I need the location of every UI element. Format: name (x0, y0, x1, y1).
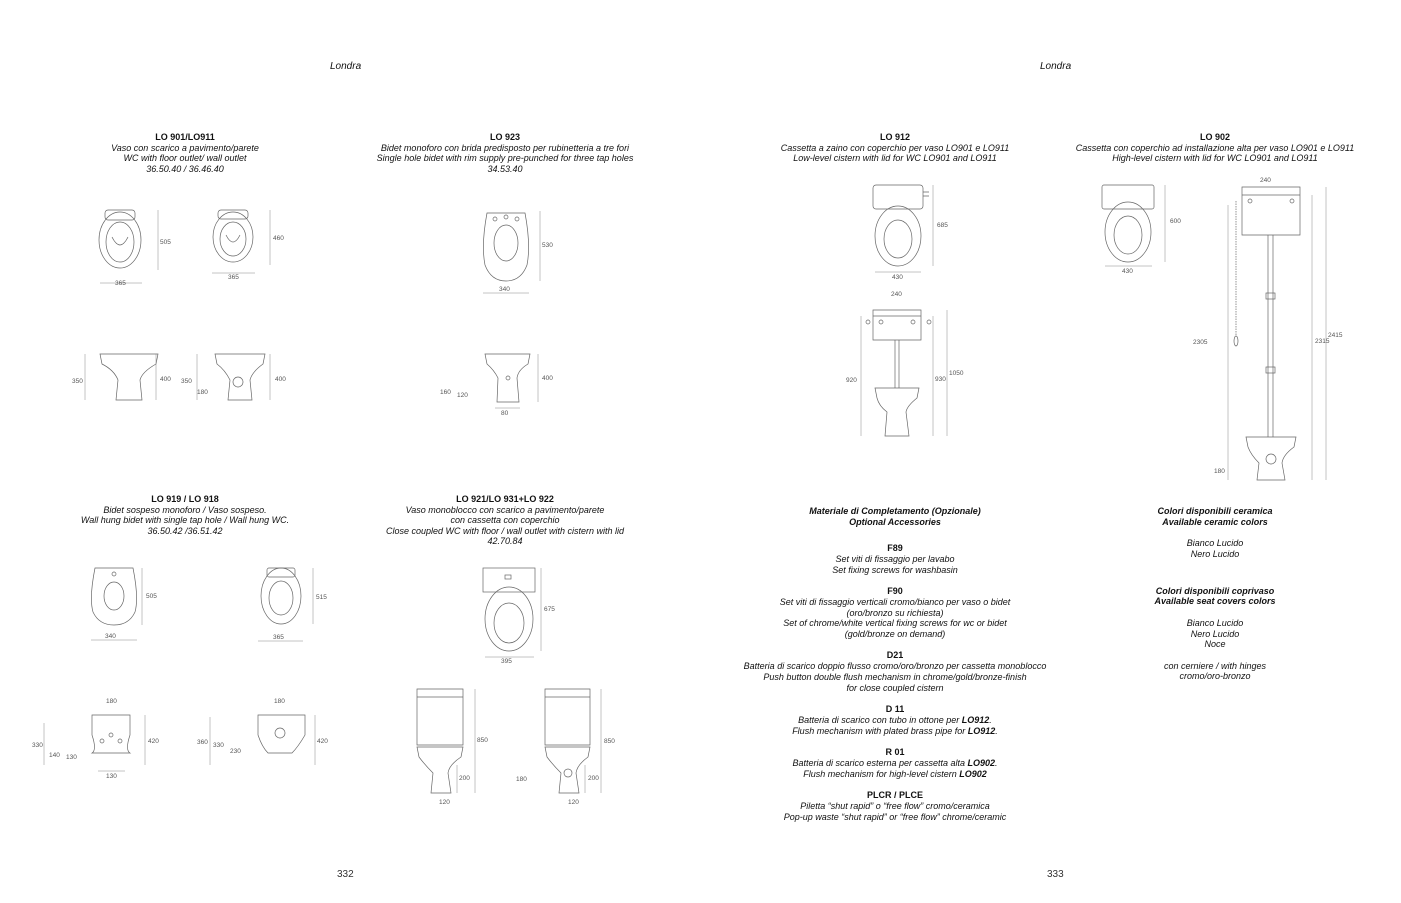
dim-label: 130 (106, 773, 117, 780)
ceramic-color-item: Bianco Lucido (1186, 538, 1244, 549)
product-lo919 (55, 494, 315, 536)
ceramic-colors-title-en: Available ceramic colors (1162, 516, 1268, 527)
dim-label: 2305 (1193, 339, 1208, 346)
product-lo902 (1060, 132, 1370, 164)
accessory-desc: Set viti di fissaggio verticali cromo/bianco per vaso o bidet (779, 596, 1011, 607)
series-title-right: Londra (1040, 61, 1072, 72)
lo919-top-view-a (91, 568, 157, 640)
ceramic-color-item: Nero Lucido (1190, 548, 1240, 559)
lo919-side-drawings (30, 695, 340, 785)
dim-label: 360 (197, 739, 208, 746)
dim-label: 120 (568, 799, 579, 806)
lo902-top-view (1097, 182, 1192, 282)
lo912-side-view (843, 288, 968, 443)
dim-label: 180 (1214, 468, 1225, 475)
dim-label: 120 (457, 392, 468, 399)
accessories-section (730, 506, 1060, 822)
dim-label: 430 (1122, 268, 1133, 275)
page-number-right: 333 (1047, 869, 1064, 880)
product-dims: 36.50.42 /36.51.42 (147, 525, 223, 536)
lo919-side-view-b (197, 698, 328, 765)
dim-label: 400 (275, 376, 286, 383)
accessory-desc (730, 715, 1060, 726)
product-code: LO 921/LO 931+LO 922 (456, 494, 554, 504)
accessories-title-it: Materiale di Completamento (Opzionale) (809, 506, 981, 516)
desc-model: LO912 (961, 714, 990, 725)
hinges-finish: cromo/oro-bronzo (1179, 671, 1251, 682)
accessory-desc (730, 769, 1060, 780)
product-desc-en: Wall hung bidet with single tap hole / Wall hung WC. (80, 515, 290, 525)
dim-label: 340 (105, 633, 116, 640)
dim-label: 180 (274, 698, 285, 705)
lo921-side-view-a (417, 689, 488, 806)
dim-label: 200 (459, 775, 470, 782)
lo923-side-view (440, 350, 560, 420)
accessory-desc: Batteria di scarico doppio flusso cromo/oro/bronzo per cassetta monoblocco (743, 661, 1047, 672)
dim-label: 340 (499, 286, 510, 293)
accessory-desc: for close coupled cistern (846, 682, 944, 693)
product-desc-en: High-level cistern with lid for WC LO901 and LO911 (1112, 153, 1318, 163)
dim-label: 600 (1170, 218, 1181, 225)
accessories-title-en: Optional Accessories (849, 516, 941, 527)
dim-label: 920 (846, 377, 857, 384)
lo919-side-view-a (32, 698, 159, 780)
lo901-top-view-b (212, 210, 284, 281)
accessory-desc: Pop-up waste “shut rapid” or “free flow” chrome/ceramic (783, 811, 1007, 822)
lo901-side-view-b (181, 354, 286, 400)
product-lo923 (355, 132, 655, 174)
product-code: LO 919 / LO 918 (151, 494, 219, 504)
page-number-left: 332 (337, 869, 354, 880)
dim-label: 675 (544, 606, 555, 613)
lo901-top-view-a (99, 210, 171, 287)
accessory-code-d11: D 11 (885, 704, 905, 715)
dim-label: 505 (160, 239, 171, 246)
seat-color-item: Bianco Lucido (1186, 617, 1244, 628)
dim-label: 930 (935, 376, 946, 383)
lo921-top-view (478, 565, 568, 665)
dim-label: 395 (501, 658, 512, 665)
dim-label: 365 (115, 280, 126, 287)
accessory-code-f89: F89 (887, 543, 903, 554)
accessory-desc (730, 726, 1060, 737)
dim-label: 180 (106, 698, 117, 705)
lo919-top-drawings (85, 562, 335, 644)
dim-label: 400 (160, 376, 171, 383)
product-lo921 (365, 494, 645, 547)
product-desc-en: Low-level cistern with lid for WC LO901 and LO911 (793, 153, 997, 163)
dim-label: 505 (146, 593, 157, 600)
series-title-left: Londra (330, 61, 362, 72)
dim-label: 850 (477, 737, 488, 744)
accessory-desc: Piletta “shut rapid” o “free flow” cromo/ceramica (800, 800, 990, 811)
dim-label: 460 (273, 235, 284, 242)
dim-label: 80 (501, 410, 509, 417)
desc-text: Flush mechanism with plated brass pipe for (792, 725, 968, 736)
product-code: LO 902 (1199, 132, 1230, 142)
desc-text: Batteria di scarico esterna per cassetta alta (792, 757, 968, 768)
dim-label: 400 (542, 375, 553, 382)
dim-label: 515 (316, 594, 327, 601)
hinges-note: con cerniere / with hinges (1163, 660, 1267, 671)
dim-label: 420 (317, 738, 328, 745)
dim-label: 330 (213, 742, 224, 749)
dim-label: 2315 (1315, 338, 1330, 345)
seat-colors-title-it: Colori disponibili coprivaso (1155, 585, 1275, 596)
product-lo901 (60, 132, 310, 174)
product-desc-it2: con cassetta con coperchio (450, 515, 560, 525)
accessory-desc: (gold/bronze on demand) (844, 629, 946, 640)
product-code: LO 912 (879, 132, 910, 142)
dim-label: 685 (937, 222, 948, 229)
product-code: LO 901/LO911 (155, 132, 215, 142)
accessory-desc: (oro/bronzo su richiesta) (846, 607, 944, 618)
dim-label: 160 (440, 389, 451, 396)
accessory-code-r01: R 01 (885, 747, 905, 758)
product-desc-it: Cassetta con coperchio ad installazione alta per vaso LO901 e LO911 (1075, 142, 1355, 153)
accessory-code-f90: F90 (887, 585, 903, 596)
dim-label: 530 (542, 242, 553, 249)
lo901-side-drawings (70, 350, 290, 410)
desc-model: LO902 (959, 768, 987, 779)
lo921-side-drawings (405, 685, 625, 810)
dim-label: 180 (197, 389, 208, 396)
product-desc-it: Vaso con scarico a pavimento/parete (111, 142, 259, 153)
dim-label: 430 (892, 274, 903, 281)
product-desc-en: Close coupled WC with floor / wall outlet with cistern with lid (385, 525, 625, 536)
dim-label: 180 (516, 776, 527, 783)
ceramic-colors-title-it: Colori disponibili ceramica (1157, 506, 1273, 516)
desc-model: LO912 (967, 725, 996, 736)
accessory-desc: Set fixing screws for washbasin (832, 564, 958, 575)
desc-text: Batteria di scarico con tubo in ottone per (798, 714, 962, 725)
dim-label: 330 (32, 742, 43, 749)
colors-section (1110, 506, 1320, 682)
product-desc-it: Vaso monoblocco con scarico a pavimento/parete (405, 504, 605, 515)
seat-color-item: Nero Lucido (1190, 628, 1240, 639)
accessory-code-plcr: PLCR / PLCE (866, 789, 923, 800)
accessory-desc: Push button double flush mechanism in chrome/gold/bronze-finish (763, 672, 1027, 683)
lo921-side-view-b (516, 689, 615, 806)
dim-label: 2415 (1328, 332, 1343, 339)
product-code: LO 923 (489, 132, 520, 142)
lo901-side-view-a (72, 354, 171, 400)
desc-text: Flush mechanism for high-level cistern (803, 768, 960, 779)
lo912-top-view (865, 182, 965, 282)
lo923-top-view (475, 205, 565, 295)
dim-label: 1050 (949, 370, 964, 377)
dim-label: 120 (439, 799, 450, 806)
dim-label: 240 (891, 291, 902, 298)
product-desc-en: Single hole bidet with rim supply pre-punched for three tap holes (376, 153, 634, 163)
dim-label: 365 (228, 274, 239, 281)
desc-punct: . (995, 757, 998, 768)
seat-color-item: Noce (1204, 639, 1226, 650)
accessory-desc: Set viti di fissaggio per lavabo (835, 553, 955, 564)
product-desc-it: Bidet monoforo con brida predisposto per rubinetteria a tre fori (380, 142, 630, 153)
lo919-top-view-b (258, 568, 327, 641)
accessory-code-d21: D21 (886, 650, 904, 661)
desc-punct: . (995, 725, 998, 736)
product-dims: 34.53.40 (487, 163, 523, 174)
product-dims: 42.70.84 (487, 536, 523, 546)
dim-label: 350 (181, 378, 192, 385)
lo901-top-drawings (90, 205, 300, 290)
desc-model: LO902 (967, 757, 996, 768)
dim-label: 230 (230, 748, 241, 755)
dim-label: 240 (1260, 177, 1271, 184)
dim-label: 350 (72, 378, 83, 385)
lo902-side-view (1190, 175, 1360, 485)
desc-punct: . (989, 714, 992, 725)
dim-label: 130 (66, 754, 77, 761)
product-lo912 (760, 132, 1030, 164)
dim-label: 140 (49, 752, 60, 759)
dim-label: 200 (588, 775, 599, 782)
product-desc-it: Bidet sospeso monoforo / Vaso sospeso. (103, 504, 267, 515)
accessory-desc: Set of chrome/white vertical fixing screws for wc or bidet (783, 618, 1007, 629)
product-desc-it: Cassetta a zaino con coperchio per vaso LO901 e LO911 (780, 142, 1010, 153)
product-dims: 36.50.40 / 36.46.40 (146, 163, 224, 174)
dim-label: 365 (273, 634, 284, 641)
accessory-desc (730, 758, 1060, 769)
product-desc-en: WC with floor outlet/ wall outlet (123, 153, 247, 163)
seat-colors-title-en: Available seat covers colors (1154, 596, 1276, 607)
dim-label: 850 (604, 738, 615, 745)
dim-label: 420 (148, 738, 159, 745)
